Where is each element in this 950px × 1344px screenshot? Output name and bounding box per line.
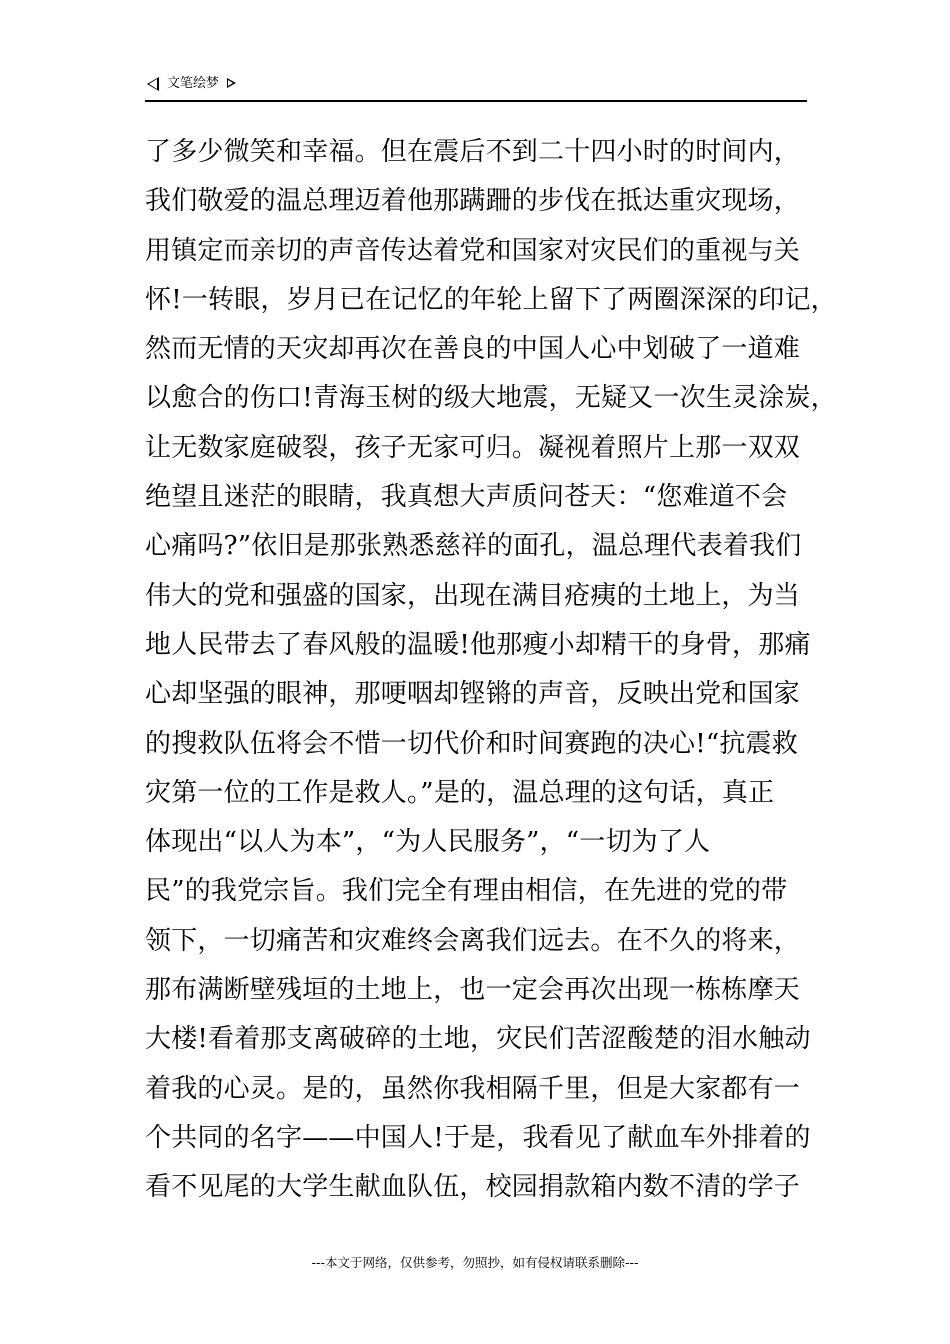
text-line: 心痛吗?”依旧是那张熟悉慈祥的面孔，温总理代表着我们 bbox=[145, 531, 802, 562]
text-line: 伟大的党和强盛的国家，出现在满目疮痍的土地上，为当 bbox=[145, 580, 801, 611]
page-header bbox=[145, 70, 807, 102]
text-line: 民”的我党宗旨。我们完全有理由相信，在先进的党的带 bbox=[145, 876, 788, 907]
text-line: 大楼!看着那支离破碎的土地，灾民们苦涩酸楚的泪水触动 bbox=[145, 1024, 811, 1055]
text-line: 让无数家庭破裂，孩子无家可归。凝视着照片上那一双双 bbox=[145, 432, 801, 463]
text-line: 怀!一转眼，岁月已在记忆的年轮上留下了两圈深深的印记， bbox=[145, 284, 837, 315]
text-line: 看不见尾的大学生献血队伍，校园捐款箱内数不清的学子 bbox=[145, 1172, 801, 1203]
text-line: 领下，一切痛苦和灾难终会离我们远去。在不久的将来， bbox=[145, 925, 801, 956]
triangle-left-icon bbox=[147, 77, 159, 91]
brand-title: 文笔绘梦 bbox=[167, 76, 220, 91]
text-line: 地人民带去了春风般的温暖!他那瘦小却精干的身骨，那痛 bbox=[145, 629, 811, 660]
text-line: 绝望且迷茫的眼睛，我真想大声质问苍天：“您难道不会 bbox=[145, 482, 788, 513]
page-footer: ---本文于网络，仅供参考，勿照抄，如有侵权请联系删除--- bbox=[311, 1255, 639, 1270]
text-line: 那布满断壁残垣的土地上，也一定会再次出现一栋栋摩天 bbox=[145, 975, 801, 1006]
text-line: 心却坚强的眼神，那哽咽却铿锵的声音，反映出党和国家 bbox=[145, 679, 801, 710]
text-line: 个共同的名字——中国人!于是，我看见了献血车外排着的 bbox=[145, 1122, 811, 1153]
text-line: 用镇定而亲切的声音传达着党和国家对灾民们的重视与关 bbox=[145, 235, 801, 266]
document-body bbox=[145, 128, 837, 1213]
text-line: 的搜救队伍将会不惜一切代价和时间赛跑的决心!“抗震救 bbox=[145, 728, 798, 759]
text-line: 体现出“以人为本”，“为人民服务”，“一切为了人 bbox=[145, 827, 711, 858]
text-line: 我们敬爱的温总理迈着他那蹒跚的步伐在抵达重灾现场， bbox=[145, 186, 801, 217]
text-line: 着我的心灵。是的，虽然你我相隔千里，但是大家都有一 bbox=[145, 1073, 801, 1104]
brand-header bbox=[147, 76, 236, 92]
triangle-right-icon bbox=[227, 78, 236, 88]
text-line: 了多少微笑和幸福。但在震后不到二十四小时的时间内， bbox=[145, 137, 801, 167]
text-line: 以愈合的伤口!青海玉树的级大地震，无疑又一次生灵涂炭， bbox=[145, 383, 837, 414]
text-line: 然而无情的天灾却再次在善良的中国人心中划破了一道难 bbox=[145, 334, 801, 365]
text-line: 灾第一位的工作是救人。”是的，温总理的这句话，真正 bbox=[145, 777, 775, 808]
